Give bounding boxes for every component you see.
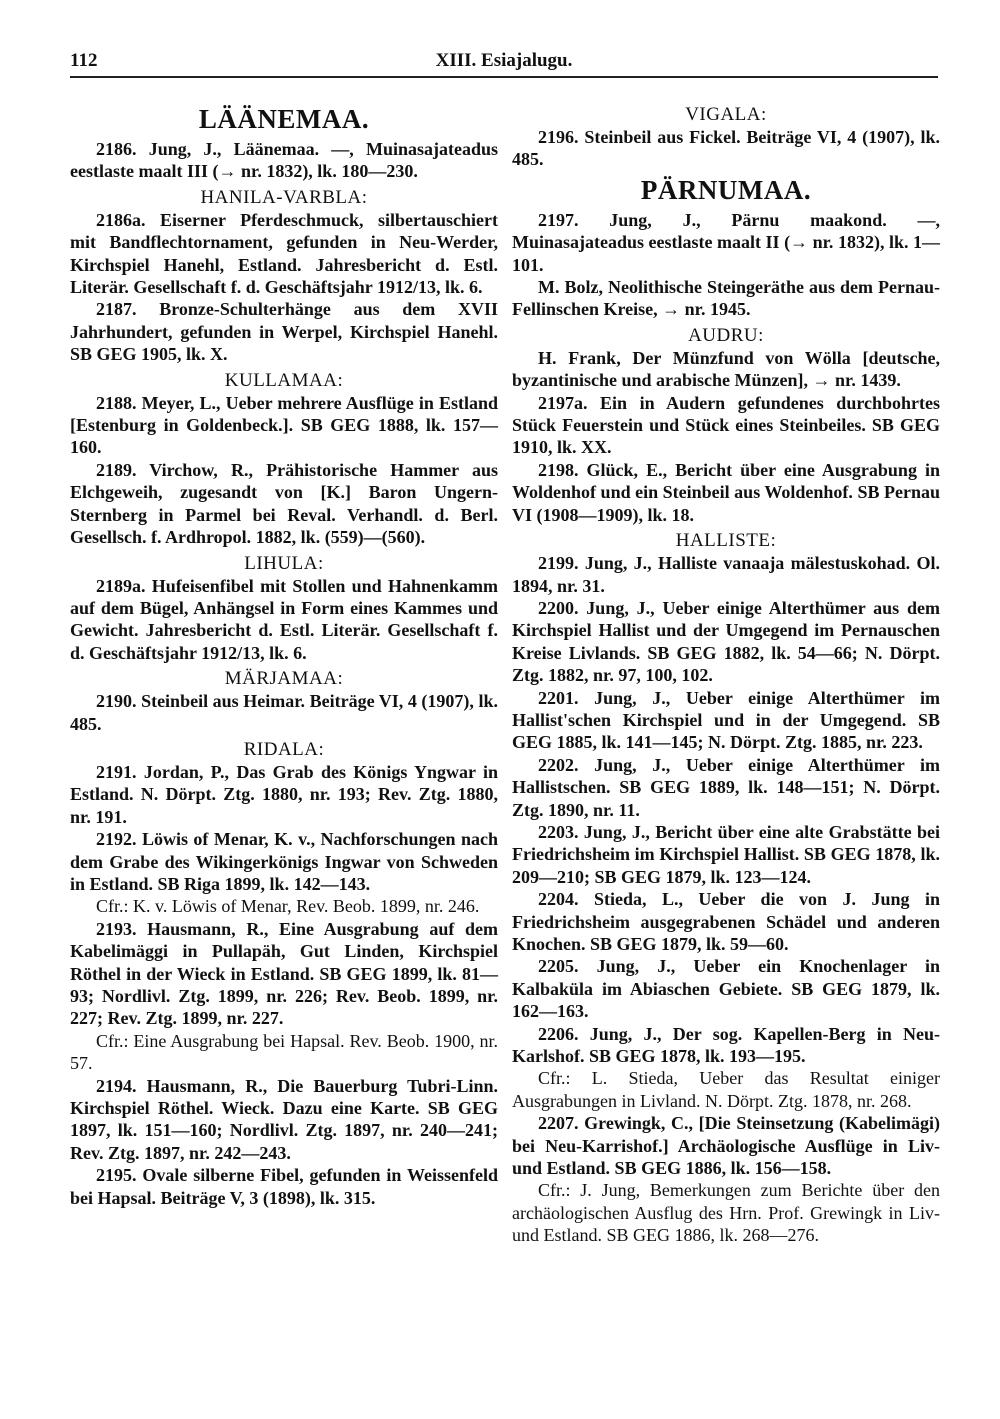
parish-heading: RIDALA: xyxy=(243,738,325,760)
bibliography-entry: 2205. Jung, J., Ueber ein Knochenlager in Kalbaküla im Abiaschen Gebiete. SB GEG 1879, lk. 162—163. xyxy=(512,956,940,1022)
left-column xyxy=(70,100,498,1209)
bibliography-entry: 2197a. Ein in Audern gefundenes durchbohrtes Stück Feuerstein und Stück eines Steinbeiles. SB GEG 1910, lk. XX. xyxy=(512,392,940,458)
parish-heading: KULLAMAA: xyxy=(224,369,344,391)
bibliography-entry: 2190. Steinbeil aus Heimar. Beiträge VI, 4 (1907), lk. 485. xyxy=(70,691,498,734)
bibliography-entry: 2186. Jung, J., Läänemaa. —, Muinasajateadus eestlaste maalt III (→ nr. 1832), lk. 180—230. xyxy=(70,139,498,182)
bibliography-entry: 2186a. Eiserner Pferdeschmuck, silbertauschiert mit Bandflechtornament, gefunden in Neu-Werder, Kirchspiel Hanehl, Estland. Jahresbericht d. Estl. Literär. Gesellschaft f. d. Geschäftsjahr 1912/13, lk. 6. xyxy=(70,209,498,298)
bibliography-entry: 2199. Jung, J., Halliste vanaaja mälestuskohad. Ol. 1894, nr. 31. xyxy=(512,553,940,596)
bibliography-entry: M. Bolz, Neolithische Steingeräthe aus dem Pernau-Fellinschen Kreise, → nr. 1945. xyxy=(512,277,940,320)
right-column xyxy=(512,100,940,1247)
parish-heading: MÄRJAMAA: xyxy=(224,668,344,690)
bibliography-entry: 2201. Jung, J., Ueber einige Alterthümer im Hallist'schen Kirchspiel und in der Umgegend. SB GEG 1885, lk. 141—145; N. Dörpt. Ztg. 1885, nr. 223. xyxy=(512,687,940,753)
cross-reference: Cfr.: K. v. Löwis of Menar, Rev. Beob. 1899, nr. 246. xyxy=(96,896,480,917)
bibliography-entry: 2187. Bronze-Schulterhänge aus dem XVII Jahrhundert, gefunden in Werpel, Kirchspiel Hanehl. SB GEG 1905, lk. X. xyxy=(70,299,498,365)
cross-reference: Cfr.: L. Stieda, Ueber das Resultat einiger Ausgrabungen in Livland. N. Dörpt. Ztg. 1878, nr. 268. xyxy=(512,1068,940,1111)
bibliography-entry: 2197. Jung, J., Pärnu maakond. —, Muinasajateadus eestlaste maalt II (→ nr. 1832), lk. 1—101. xyxy=(512,209,940,275)
parish-heading: LIHULA: xyxy=(244,552,324,574)
bibliography-entry: 2195. Ovale silberne Fibel, gefunden in Weissenfeld bei Hapsal. Beiträge V, 3 (1898), lk. 315. xyxy=(70,1165,498,1208)
bibliography-entry: 2206. Jung, J., Der sog. Kapellen-Berg in Neu-Karlshof. SB GEG 1878, lk. 193—195. xyxy=(512,1023,940,1067)
page-number: 112 xyxy=(70,50,98,71)
parish-heading: VIGALA: xyxy=(685,104,767,125)
bibliography-entry: 2204. Stieda, L., Ueber die von J. Jung in Friedrichsheim ausgegrabenen Schädel und anderen Knochen. SB GEG 1879, lk. 59—60. xyxy=(512,889,940,954)
parish-heading: HANILA-VARBLA: xyxy=(200,186,368,208)
bibliography-entry: 2189a. Hufeisenfibel mit Stollen und Hahnenkamm auf dem Bügel, Anhängsel in Form eines Kammes und Gewicht. Jahresbericht d. Estl. Literär. Gesellschaft f. d. Geschäftsjahr 1912/13, lk. 6. xyxy=(70,575,498,663)
bibliography-entry: 2202. Jung, J., Ueber einige Alterthümer im Hallistschen. SB GEG 1889, lk. 148—151; N. Dörpt. Ztg. 1890, nr. 11. xyxy=(512,754,940,820)
cross-reference: Cfr.: Eine Ausgrabung bei Hapsal. Rev. Beob. 1900, nr. 57. xyxy=(70,1030,498,1074)
bibliography-entry: H. Frank, Der Münzfund von Wölla [deutsche, byzantinische und arabische Münzen], → nr. 1439. xyxy=(512,347,940,391)
cross-reference: Cfr.: J. Jung, Bemerkungen zum Berichte über den archäologischen Ausflug des Hrn. Prof. Grewingk in Liv- und Estland. SB GEG 1886, lk. 268—276. xyxy=(512,1180,940,1246)
bibliography-entry: 2203. Jung, J., Bericht über eine alte Grabstätte bei Friedrichsheim im Kirchspiel Hallist. SB GEG 1878, lk. 209—210; SB GEG 1879, lk. 123—124. xyxy=(512,821,940,887)
bibliography-entry: 2196. Steinbeil aus Fickel. Beiträge VI, 4 (1907), lk. 485. xyxy=(512,127,940,170)
parish-heading: HALLISTE: xyxy=(675,530,777,552)
header-rule xyxy=(70,76,938,78)
running-header xyxy=(70,50,938,76)
parish-heading: AUDRU: xyxy=(688,324,764,346)
region-heading: PÄRNUMAA. xyxy=(640,174,812,205)
running-title: XIII. Esiajalugu. xyxy=(435,50,573,71)
bibliography-entry: 2193. Hausmann, R., Eine Ausgrabung auf dem Kabelimäggi in Pullapäh, Gut Linden, Kirchspiel Röthel in der Wieck in Estland. SB GEG 1899, lk. 81—93; Nordlivl. Ztg. 1899, nr. 226; Rev. Beob. 1899, nr. 227; Rev. Ztg. 1899, nr. 227. xyxy=(70,918,498,1029)
bibliography-entry: 2191. Jordan, P., Das Grab des Königs Yngwar in Estland. N. Dörpt. Ztg. 1880, nr. 193; Rev. Ztg. 1880, nr. 191. xyxy=(70,761,498,827)
bibliography-entry: 2207. Grewingk, C., [Die Steinsetzung (Kabelimägi) bei Neu-Karrishof.] Archäologische Ausflüge in Liv- und Estland. SB GEG 1886, lk. 156—158. xyxy=(512,1113,940,1179)
bibliography-entry: 2200. Jung, J., Ueber einige Alterthümer aus dem Kirchspiel Hallist und der Umgegend im Pernauschen Kreise Livlands. SB GEG 1882, lk. 54—66; N. Dörpt. Ztg. 1882, nr. 97, 100, 102. xyxy=(512,597,940,686)
bibliography-entry: 2198. Glück, E., Bericht über eine Ausgrabung in Woldenhof und ein Steinbeil aus Woldenhof. SB Pernau VI (1908—1909), lk. 18. xyxy=(512,459,940,525)
bibliography-entry: 2188. Meyer, L., Ueber mehrere Ausflüge in Estland [Estenburg in Goldenbeck.]. SB GEG 1888, lk. 157—160. xyxy=(70,392,498,458)
region-heading: LÄÄNEMAA. xyxy=(198,104,370,134)
bibliography-entry: 2192. Löwis of Menar, K. v., Nachforschungen nach dem Grabe des Wikingerkönigs Ingwar von Schweden in Estland. SB Riga 1899, lk. 142—143. xyxy=(70,829,498,894)
bibliography-entry: 2189. Virchow, R., Prähistorische Hammer aus Elchgeweih, zugesandt von [K.] Baron Ungern-Sternberg in Parmel bei Reval. Verhandl. d. Berl. Gesellsch. f. Ardhropol. 1882, lk. (559)—(560). xyxy=(70,459,498,548)
bibliography-entry: 2194. Hausmann, R., Die Bauerburg Tubri-Linn. Kirchspiel Röthel. Wieck. Dazu eine Karte. SB GEG 1897, lk. 151—160; Nordlivl. Ztg. 1897, nr. 240—241; Rev. Ztg. 1897, nr. 242—243. xyxy=(70,1075,498,1163)
